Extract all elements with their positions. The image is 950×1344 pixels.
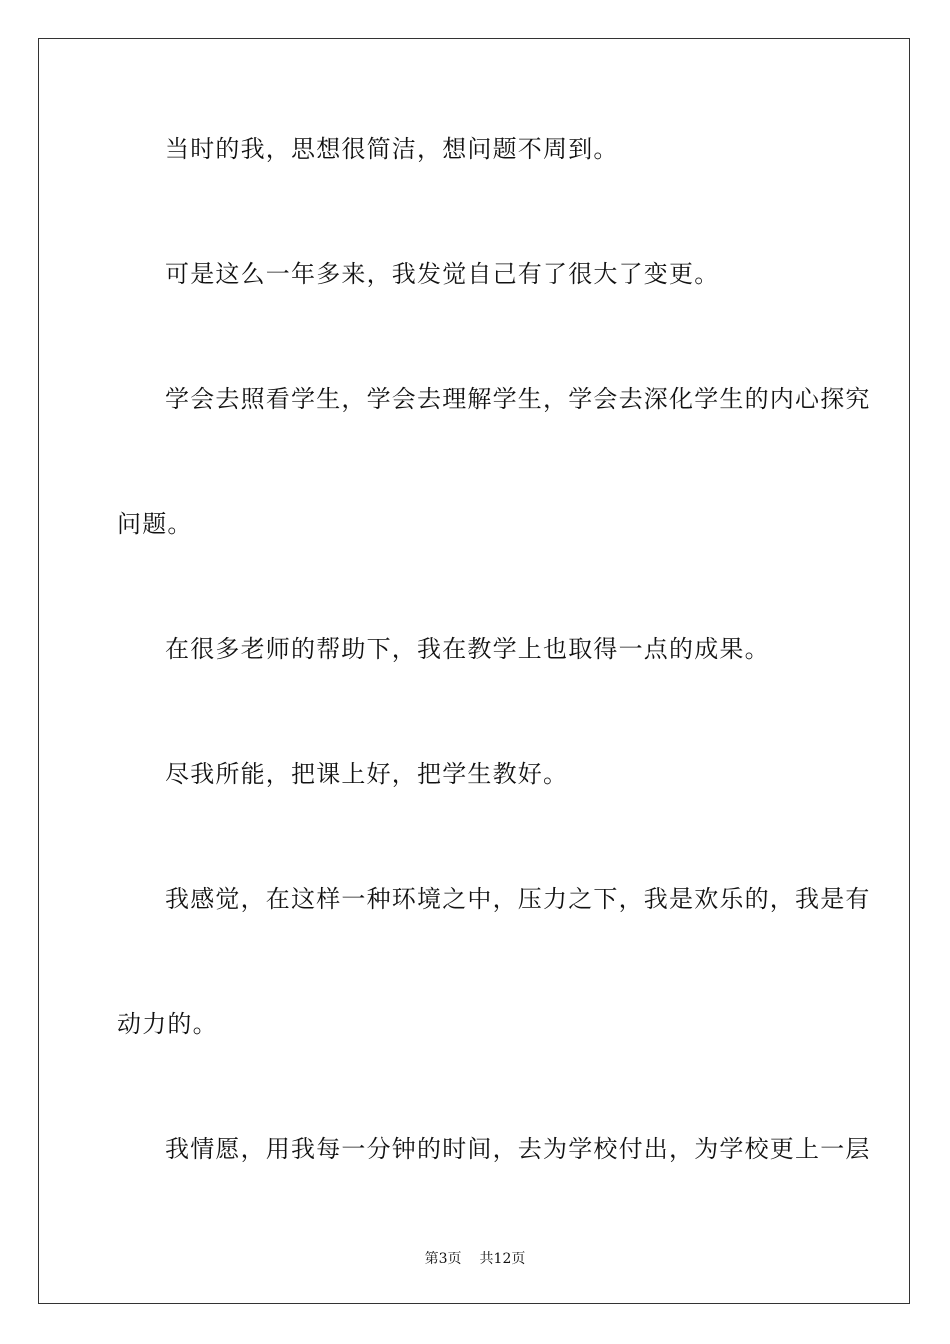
paragraph-line: 尽我所能，把课上好，把学生教好。 (165, 760, 569, 788)
paragraph-line: 可是这么一年多来，我发觉自己有了很大了变更。 (165, 260, 720, 288)
paragraph-line: 我感觉，在这样一种环境之中，压力之下，我是欢乐的，我是有 (165, 885, 871, 913)
paragraph-line: 我情愿，用我每一分钟的时间，去为学校付出，为学校更上一层 (165, 1135, 871, 1163)
paragraph-line: 当时的我，思想很简洁，想问题不周到。 (165, 135, 619, 163)
paragraph-line: 动力的。 (117, 1010, 218, 1038)
page-number: 第3页 (424, 1251, 462, 1267)
paragraph-line: 在很多老师的帮助下，我在教学上也取得一点的成果。 (165, 635, 770, 663)
page-footer (0, 1248, 950, 1268)
paragraph-line: 问题。 (117, 510, 193, 538)
paragraph-line: 学会去照看学生，学会去理解学生，学会去深化学生的内心探究 (165, 385, 871, 413)
page-total: 共12页 (479, 1251, 526, 1267)
page-border (38, 38, 910, 1304)
